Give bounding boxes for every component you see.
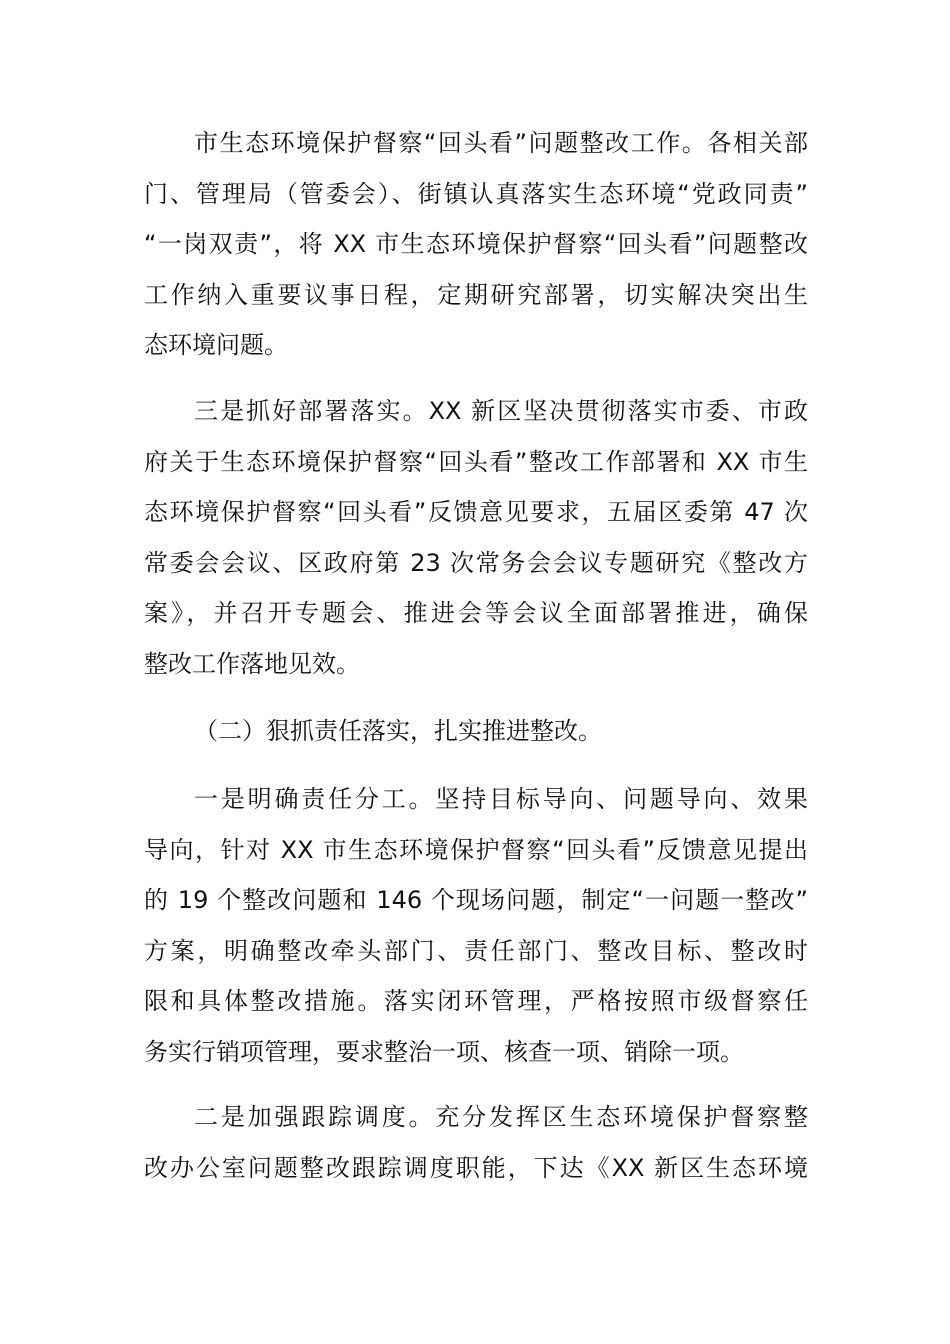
paragraph-line: 态环境问题。 bbox=[144, 331, 288, 359]
paragraph-3 bbox=[144, 774, 808, 1077]
paragraph-line: 限和具体整改措施。落实闭环管理，严格按照市级督察任 bbox=[144, 987, 808, 1015]
section-heading bbox=[144, 706, 808, 757]
paragraph-line: 方案，明确整改牵头部门、责任部门、整改目标、整改时 bbox=[144, 936, 808, 965]
paragraph-line: 一是明确责任分工。坚持目标导向、问题导向、效果 bbox=[194, 785, 808, 813]
section-heading-text: （二）狠抓责任落实，扎实推进整改。 bbox=[194, 717, 602, 745]
paragraph-line: 市生态环境保护督察“回头看”问题整改工作。各相关部 bbox=[194, 129, 808, 157]
paragraph-line: 导向，针对 XX 市生态环境保护督察“回头看”反馈意见提出 bbox=[144, 835, 808, 864]
paragraph-line: 二是加强跟踪调度。充分发挥区生态环境保护督察整 bbox=[194, 1103, 808, 1131]
paragraph-line: 工作纳入重要议事日程，定期研究部署，切实解决突出生 bbox=[144, 280, 808, 309]
paragraph-4 bbox=[144, 1092, 808, 1193]
paragraph-line: 三是抓好部署落实。XX 新区坚决贯彻落实市委、市政 bbox=[194, 397, 808, 425]
paragraph-line: 案》，并召开专题会、推进会等会议全面部署推进，确保 bbox=[144, 599, 808, 627]
paragraph-line: 的 19 个整改问题和 146 个现场问题，制定“一问题一整改” bbox=[144, 886, 808, 914]
paragraph-line: 门、管理局（管委会）、街镇认真落实生态环境“党政同责” bbox=[144, 179, 808, 208]
paragraph-line: 整改工作落地见效。 bbox=[144, 649, 360, 678]
paragraph-line: 改办公室问题整改跟踪调度职能，下达《XX 新区生态环境 bbox=[144, 1153, 808, 1182]
paragraph-line: 态环境保护督察“回头看”反馈意见要求，五届区委第 47 次 bbox=[144, 498, 808, 526]
paragraph-2 bbox=[144, 386, 808, 689]
paragraph-1 bbox=[144, 118, 808, 371]
paragraph-line: 府关于生态环境保护督察“回头看”整改工作部署和 XX 市生 bbox=[144, 447, 808, 476]
paragraph-line: 常委会会议、区政府第 23 次常务会会议专题研究《整改方 bbox=[144, 548, 808, 577]
paragraph-line: 务实行销项管理，要求整治一项、核查一项、销除一项。 bbox=[144, 1037, 744, 1066]
paragraph-line: “一岗双责”，将 XX 市生态环境保护督察“回头看”问题整改 bbox=[144, 230, 808, 258]
